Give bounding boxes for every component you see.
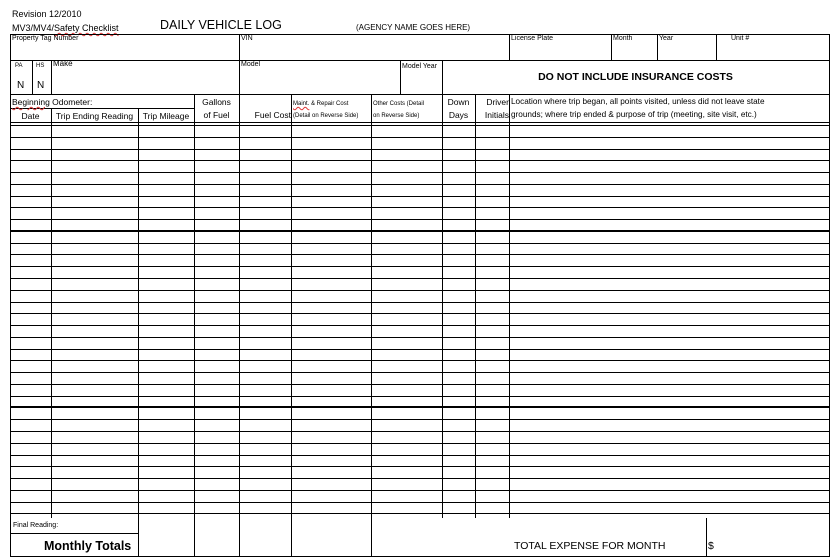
table-row-line [10,360,830,361]
col-maint-line1 [293,101,348,107]
table-row-line [10,431,830,432]
col-maint-line2: (Detail on Reverse Side) [293,113,359,119]
maint-word: Maint. [293,101,310,107]
col-location-line2: grounds; where trip ended & purpose of trip (meeting, site visit, etc.) [511,110,757,119]
table-row-line [10,243,830,244]
table-row-line [10,419,830,420]
final-reading-label: Final Reading: [13,522,59,529]
make-label: Make [53,59,73,68]
table-row-line [10,313,830,314]
table-row-line [10,254,830,255]
odometer-word: Odometer: [49,97,93,107]
table-row-line [10,466,830,467]
col-down-line2: Days [448,110,469,120]
property-tag-label: Property Tag Number [12,35,79,42]
table-row-line [10,302,830,303]
col-trip-ending-reading: Trip Ending Reading [55,111,134,121]
col-gallons-line1: Gallons [202,97,231,107]
table-row-line [10,196,830,197]
col-trip-mileage: Trip Mileage [142,111,190,121]
table-row-line [10,372,830,373]
checklist-prefix: MV3/MV4/ [12,23,55,33]
table-row-line [10,337,830,338]
table-row-line [10,455,830,456]
model-year-label: Model Year [402,63,438,70]
col-gallons-line2: of Fuel [203,110,230,120]
table-row-line [10,219,830,220]
col-location-line1: Location where trip began, all points visited, unless did not leave state [511,97,765,106]
col-driver-line2: Initials [484,110,509,120]
table-row-line [10,384,830,385]
table-row-line [10,266,830,267]
table-row-line [10,349,830,350]
table-row-line [10,230,830,232]
table-row-line [10,490,830,491]
checklist-label [12,24,119,33]
table-row-line [10,478,830,479]
table-row-line [10,137,830,138]
checklist-suffix: Safety Checklist [54,23,119,33]
maint-rest: & Repair Cost [309,101,349,107]
table-row-line [10,502,830,503]
col-other-line1: Other Costs (Detail [373,101,425,107]
table-row-line [10,207,830,208]
table-row-line [10,396,830,397]
revision-label: Revision 12/2010 [12,9,82,19]
table-row-line [10,160,830,161]
unit-label: Unit # [731,35,750,42]
insurance-notice: DO NOT INCLUDE INSURANCE COSTS [538,71,733,83]
table-row-line [10,149,830,150]
total-expense-label: TOTAL EXPENSE FOR MONTH [514,540,666,552]
table-row-line [10,172,830,173]
page-title: DAILY VEHICLE LOG [160,18,282,32]
beginning-odometer-label [12,98,92,107]
table-row-line [10,184,830,185]
col-down-line1: Down [447,97,470,107]
table-row-line [10,325,830,326]
col-other-line2: on Reverse Side) [373,113,420,119]
col-fuel-cost: Fuel Cost [254,110,291,120]
table-row-line [10,406,830,408]
table-row-line [10,513,830,514]
license-plate-label: License Plate [511,35,554,42]
table-row-line [10,290,830,291]
col-driver-line1: Driver [486,97,509,107]
monthly-totals-label: Monthly Totals [44,539,132,553]
table-row-line [10,278,830,279]
hs-label: HS [36,63,45,69]
model-label: Model [241,61,261,68]
currency-symbol: $ [708,540,714,552]
month-label: Month [613,35,633,42]
hs-value: N [37,80,45,91]
col-date: Date [21,111,40,121]
pa-value: N [17,80,25,91]
vin-label: VIN [241,35,253,42]
agency-name: (AGENCY NAME GOES HERE) [356,23,471,32]
pa-label: PA [15,63,23,69]
year-label: Year [659,35,674,42]
beginning-word: Beginning [12,97,50,107]
table-row-line [10,443,830,444]
